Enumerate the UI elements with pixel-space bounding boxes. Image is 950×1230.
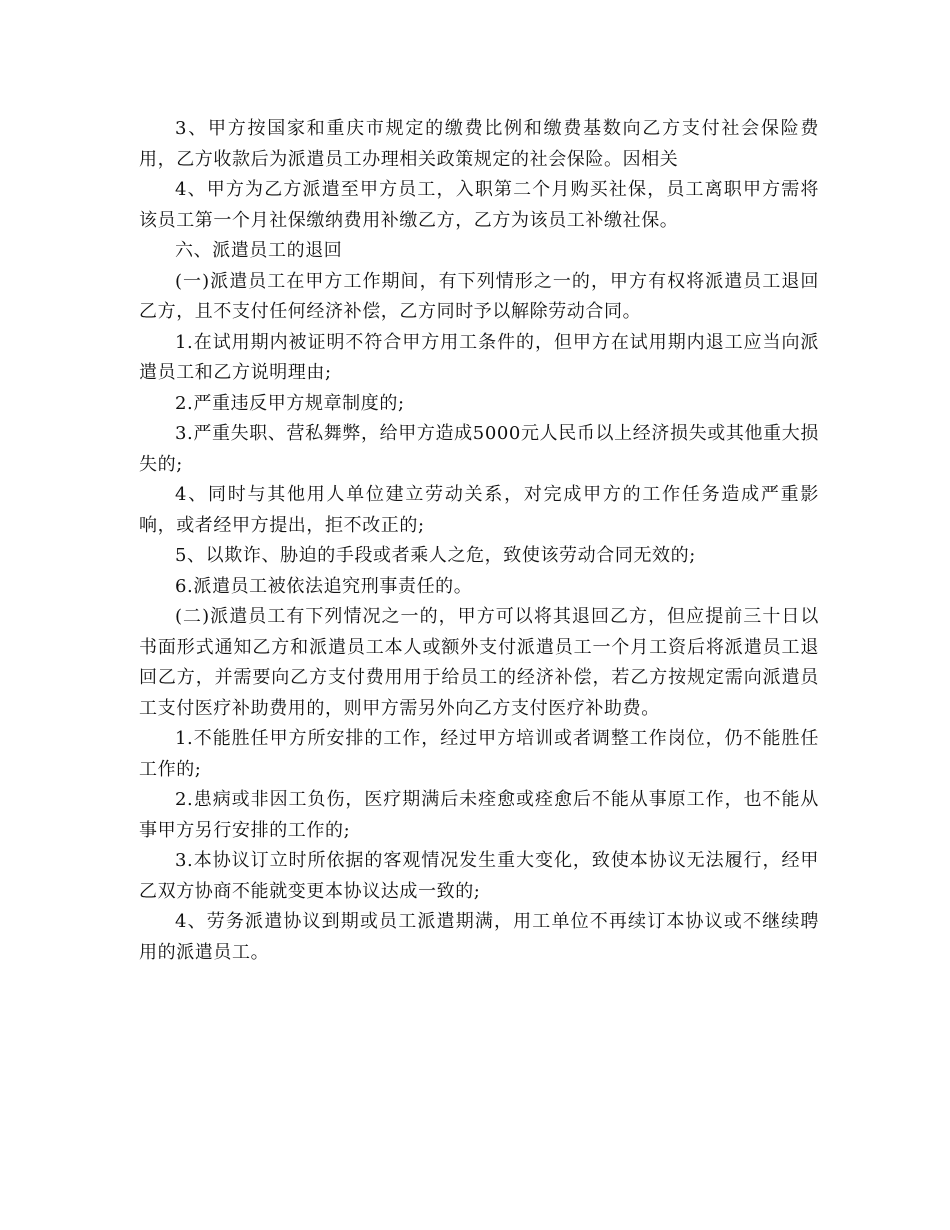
paragraph-return-without-compensation: (一)派遣员工在甲方工作期间，有下列情形之一的，甲方有权将派遣员工退回乙方，且不支付任何经济补偿，乙方同时予以解除劳动合同。 bbox=[139, 270, 819, 322]
list-item-agreement-expiry: 4、劳务派遣协议到期或员工派遣期满，用工单位不再续订本协议或不继续聘用的派遣员工。 bbox=[139, 911, 819, 963]
list-item-incompetence: 1.不能胜任甲方所安排的工作，经过甲方培训或者调整工作岗位，仍不能胜任工作的; bbox=[139, 728, 819, 780]
list-item-criminal-liability: 6.派遣员工被依法追究刑事责任的。 bbox=[175, 575, 473, 597]
list-item-illness-injury: 2.患病或非因工负伤，医疗期满后未痊愈或痊愈后不能从事原工作，也不能从事甲方另行安排的工作的; bbox=[139, 789, 819, 841]
paragraph-return-with-notice: (二)派遣员工有下列情况之一的，甲方可以将其退回乙方，但应提前三十日以书面形式通知乙方和派遣员工本人或额外支付派遣员工一个月工资后将派遣员工退回乙方，并需要向乙方支付费用用于给员工的经济补偿，若乙方按规定需向派遣员工支付医疗补助费用的，则甲方需另外向乙方支付医疗补助费。 bbox=[139, 606, 819, 719]
list-item-rule-violation: 2.严重违反甲方规章制度的; bbox=[175, 392, 405, 414]
list-item-changed-circumstances: 3.本协议订立时所依据的客观情况发生重大变化，致使本协议无法履行，经甲乙双方协商不能就变更本协议达成一致的; bbox=[139, 850, 819, 902]
paragraph-social-insurance-enrollment: 4、甲方为乙方派遣至甲方员工，入职第二个月购买社保，员工离职甲方需将该员工第一个月社保缴纳费用补缴乙方，乙方为该员工补缴社保。 bbox=[139, 179, 819, 231]
paragraph-social-insurance-payment: 3、甲方按国家和重庆市规定的缴费比例和缴费基数向乙方支付社会保险费用，乙方收款后为派遣员工办理相关政策规定的社会保险。因相关 bbox=[139, 118, 819, 170]
list-item-probation: 1.在试用期内被证明不符合甲方用工条件的，但甲方在试用期内退工应当向派遣员工和乙方说明理由; bbox=[139, 331, 819, 383]
list-item-fraud-coercion: 5、以欺诈、胁迫的手段或者乘人之危，致使该劳动合同无效的; bbox=[175, 545, 696, 566]
list-item-concurrent-employment: 4、同时与其他用人单位建立劳动关系，对完成甲方的工作任务造成严重影响，或者经甲方提出，拒不改正的; bbox=[139, 484, 819, 536]
section-heading-return: 六、派遣员工的退回 bbox=[175, 240, 343, 261]
list-item-dereliction: 3.严重失职、营私舞弊，给甲方造成5000元人民币以上经济损失或其他重大损失的; bbox=[139, 423, 819, 475]
document-body bbox=[139, 114, 819, 968]
